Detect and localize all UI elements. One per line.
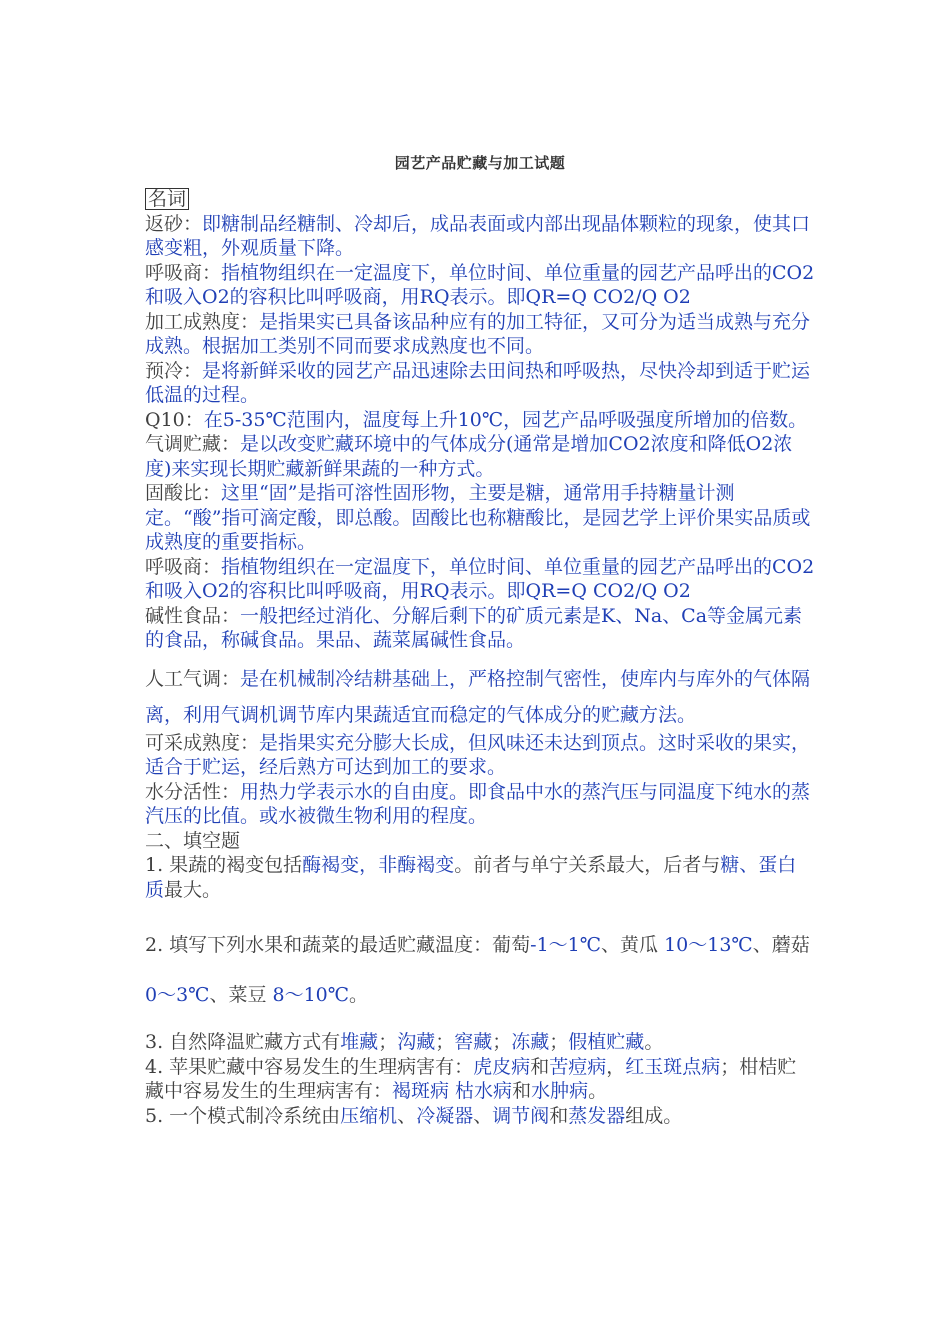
- question-text: 、菜豆: [209, 984, 273, 1006]
- question-text: 、蘑菇: [752, 934, 810, 956]
- term-definition: 是指果实充分膨大长成，但风味还未达到顶点。这时采收的果实，适合于贮运，经后熟方可达到加工的要求。: [145, 731, 811, 778]
- term-entry: [145, 432, 815, 481]
- term-definition: 指植物组织在一定温度下，单位时间、单位重量的园艺产品呼出的CO2和吸入O2的容积比叫呼吸商，用RQ表示。即QR=Q CO2/Q O2: [145, 261, 815, 308]
- term-label: 气调贮藏：: [145, 433, 241, 455]
- term-label: 预冷：: [145, 359, 203, 382]
- term-definition: 指植物组织在一定温度下，单位时间、单位重量的园艺产品呼出的CO2和吸入O2的容积比叫呼吸商，用RQ表示。即QR=Q CO2/Q O2: [145, 555, 815, 602]
- answer-text: 虎皮病: [473, 1055, 531, 1078]
- question-text: 4. 苹果贮藏中容易发生的生理病害有：: [145, 1055, 474, 1078]
- term-definition: 是将新鲜采收的园艺产品迅速除去田间热和呼吸热，尽快冷却到适于贮运低温的过程。: [145, 359, 811, 406]
- answer-text: 沟藏: [397, 1031, 436, 1053]
- question-text: 。: [349, 984, 369, 1006]
- term-entry: [145, 261, 815, 310]
- question-text: 、黄瓜: [601, 934, 665, 956]
- question-text: 、: [473, 1104, 493, 1127]
- fill-question-4: [145, 1055, 815, 1104]
- answer-text: 压缩机: [340, 1104, 398, 1127]
- answer-text: 冷凝器: [416, 1104, 474, 1127]
- term-label: Q10：: [145, 408, 204, 431]
- question-text: 和: [512, 1080, 532, 1102]
- term-definition: 是在机械制冷结耕基础上，严格控制气密性，使库内与库外的气体隔离，利用气调机调节库内果蔬适宜而稳定的气体成分的贮藏方法。: [145, 667, 811, 726]
- answer-text: 糖、蛋白质: [145, 854, 797, 901]
- term-label: 固酸比：: [145, 482, 222, 504]
- answer-text: 红玉斑点病: [625, 1055, 721, 1078]
- answer-text: 冻藏: [511, 1031, 550, 1053]
- answer-text: 蒸发器: [568, 1104, 626, 1127]
- section-label-box: 名词: [145, 188, 189, 210]
- term-definition: 这里“固”是指可溶性固形物，主要是糖，通常用手持糖量计测定。“酸”指可滴定酸，即总酸。固酸比也称糖酸比，是园艺学上评价果实品质或成熟度的重要指标。: [145, 482, 811, 553]
- term-entry: [145, 555, 815, 604]
- page-title: 园艺产品贮藏与加工试题: [394, 154, 566, 172]
- section-heading-terms: [145, 187, 815, 212]
- term-entry: [145, 359, 815, 408]
- term-definition: 即糖制品经糖制、冷却后，成品表面或内部出现晶体颗粒的现象，使其口感变粗，外观质量下降。: [145, 212, 811, 259]
- term-definition: 一般把经过消化、分解后剩下的矿质元素是K、Na、Ca等金属元素的食品，称碱食品。果品、蔬菜属碱性食品。: [145, 604, 803, 651]
- question-text: 。: [644, 1031, 664, 1053]
- question-text: ；: [378, 1031, 398, 1053]
- answer-text: 8～10℃: [272, 984, 350, 1006]
- fill-question-2: [145, 920, 815, 1020]
- answer-text: 窖藏: [454, 1031, 493, 1053]
- answer-text: 苦痘病: [549, 1055, 607, 1078]
- question-text: ；: [549, 1031, 569, 1053]
- term-label: 碱性食品：: [145, 604, 241, 627]
- question-text: 、: [397, 1104, 417, 1127]
- term-definition: 在5-35℃范围内，温度每上升10℃，园艺产品呼吸强度所增加的倍数。: [203, 408, 808, 431]
- fill-question-5: [145, 1104, 815, 1129]
- answer-text: 假植贮藏: [568, 1031, 645, 1053]
- question-text: ，: [606, 1055, 626, 1078]
- term-label: 呼吸商：: [145, 555, 222, 578]
- question-text: 。前者与单宁关系最大，后者与: [454, 854, 721, 876]
- term-label: 可采成熟度：: [145, 731, 260, 754]
- term-label: 加工成熟度：: [145, 310, 260, 333]
- answer-text: 水肿病: [531, 1080, 589, 1102]
- answer-text: 0～3℃: [145, 984, 210, 1006]
- term-definition: 用热力学表示水的自由度。即食品中水的蒸汽压与同温度下纯水的蒸汽压的比值。或水被微生物利用的程度。: [145, 780, 811, 827]
- question-text: 5. 一个模式制冷系统由: [145, 1104, 341, 1127]
- answer-text: 10～13℃: [664, 934, 753, 956]
- term-entry: [145, 408, 815, 433]
- term-entry: [145, 661, 815, 733]
- term-entry: [145, 310, 815, 359]
- term-label: 呼吸商：: [145, 261, 222, 284]
- term-definition: 是以改变贮藏环境中的气体成分(通常是增加CO2浓度和降低O2浓度)来实现长期贮藏新鲜果蔬的一种方式。: [145, 433, 793, 480]
- question-text: 3. 自然降温贮藏方式有: [145, 1031, 341, 1053]
- answer-text: 褐斑病 枯水病: [392, 1080, 513, 1102]
- term-label: 水分活性：: [145, 780, 241, 803]
- answer-text: 调节阀: [492, 1104, 550, 1127]
- question-text: 组成。: [625, 1104, 683, 1127]
- document-page: [145, 140, 815, 1128]
- fill-question-3: [145, 1030, 815, 1055]
- term-label: 返砂：: [145, 212, 203, 235]
- question-text: 最大。: [164, 878, 222, 901]
- answer-text: 堆藏: [340, 1031, 379, 1053]
- question-text: 2. 填写下列水果和蔬菜的最适贮藏温度：葡萄: [145, 934, 531, 956]
- term-entry: [145, 780, 815, 829]
- term-entry: [145, 212, 815, 261]
- fill-question-1: [145, 853, 815, 902]
- question-text: 和: [549, 1104, 569, 1127]
- question-text: 。: [588, 1080, 608, 1102]
- question-text: ；: [492, 1031, 512, 1053]
- question-text: ；柑桔贮藏中容易发生的生理病害有：: [145, 1055, 797, 1102]
- answer-text: 酶褐变，非酶褐变: [302, 854, 455, 876]
- term-label: 人工气调：: [145, 667, 241, 690]
- question-text: 1. 果蔬的褐变包括: [145, 854, 303, 876]
- term-entry: [145, 731, 815, 780]
- term-definition: 是指果实已具备该品种应有的加工特征，又可分为适当成熟与充分成熟。根据加工类别不同而要求成熟度也不同。: [145, 310, 811, 357]
- section-heading-fill: 二、填空题: [145, 829, 241, 852]
- term-entry: [145, 604, 815, 653]
- term-entry: [145, 481, 815, 555]
- answer-text: -1～1℃: [530, 934, 602, 956]
- question-text: 和: [530, 1055, 550, 1078]
- question-text: ；: [435, 1031, 455, 1053]
